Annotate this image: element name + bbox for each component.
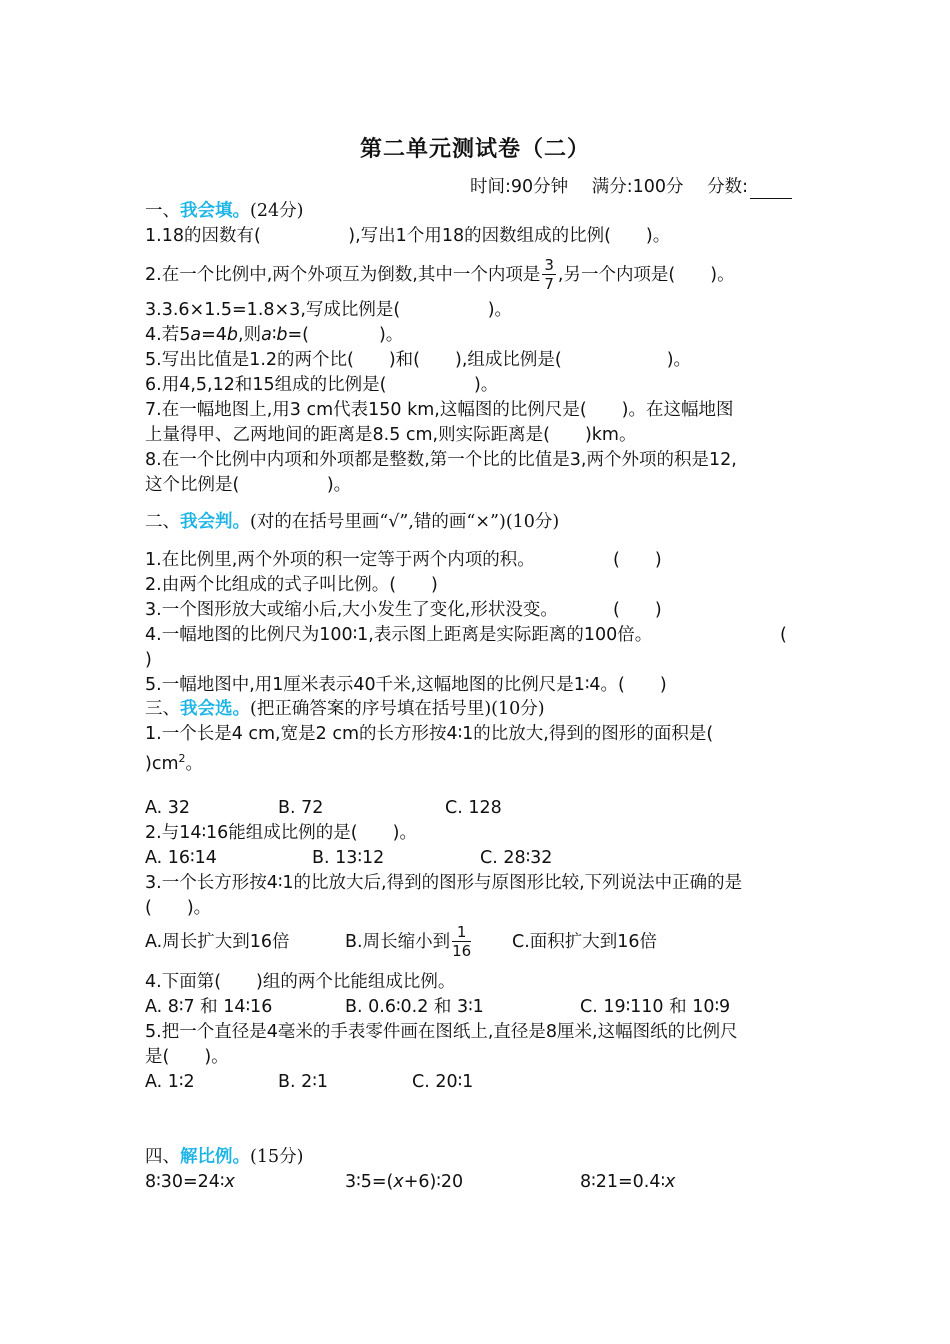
full-score: 满分:100分 xyxy=(591,177,684,197)
s1-question-5: 5.写出比值是1.2的两个比( )和( ),组成比例是( )。 xyxy=(145,350,692,370)
s4-equation-3: 8∶21=0.4∶x xyxy=(580,1172,676,1192)
s1-question-7-line-2: 上量得甲、乙两地间的距离是8.5 cm,则实际距离是( )km。 xyxy=(145,425,637,445)
section-4-name: 解比例。 xyxy=(180,1147,250,1167)
s1-question-7-line-1: 7.在一幅地图上,用3 cm代表150 km,这幅图的比例尺是( )。在这幅地图 xyxy=(145,400,734,420)
score-blank[interactable] xyxy=(750,180,792,199)
s3-q3-option-c: C.面积扩大到16倍 xyxy=(512,932,658,952)
s2-question-3-paren: ( ) xyxy=(613,600,662,620)
section-2-name: 我会判。 xyxy=(180,512,250,532)
section-2-heading: 二、我会判。(对的在括号里画“√”,错的画“×”)(10分) xyxy=(145,512,560,532)
s2-question-3: 3.一个图形放大或缩小后,大小发生了变化,形状没变。 xyxy=(145,600,558,620)
s3-q3-option-b: B.周长缩小到 $\frac{1}{16}$ xyxy=(345,923,472,960)
s2-question-4: 4.一幅地图的比例尺为100∶1,表示图上距离是实际距离的100倍。 xyxy=(145,625,653,645)
score-label: 分数: xyxy=(707,177,810,197)
s3-q1-option-a: A. 32 xyxy=(145,798,191,818)
time-limit: 时间:90分钟 xyxy=(470,177,569,197)
s1-question-3: 3.3.6×1.5=1.8×3,写成比例是( )。 xyxy=(145,300,513,320)
exam-meta xyxy=(470,175,810,199)
s1-question-6: 6.用4,5,12和15组成的比例是( )。 xyxy=(145,375,499,395)
s1-question-1: 1.18的因数有( ),写出1个用18的因数组成的比例( )。 xyxy=(145,226,671,246)
s3-q4-option-a: A. 8∶7 和 14∶16 xyxy=(145,997,273,1017)
s2-question-4-paren-close: ) xyxy=(145,650,152,670)
s3-q2-option-c: C. 28∶32 xyxy=(480,848,553,868)
s3-q1-option-b: B. 72 xyxy=(278,798,324,818)
s4-equation-1: 8∶30=24∶x xyxy=(145,1172,235,1192)
s1-question-4: 4.若5a=4b,则a∶b=( )。 xyxy=(145,325,404,345)
s2-question-1: 1.在比例里,两个外项的积一定等于两个内项的积。 xyxy=(145,550,535,570)
s2-question-5: 5.一幅地图中,用1厘米表示40千米,这幅地图的比例尺是1∶4。( ) xyxy=(145,675,667,695)
s3-question-4: 4.下面第( )组的两个比能组成比例。 xyxy=(145,972,456,992)
section-3-name: 我会选。 xyxy=(180,699,250,719)
s4-equation-2: 3∶5=(x+6)∶20 xyxy=(345,1172,464,1192)
section-4-heading: 四、解比例。(15分) xyxy=(145,1147,304,1167)
section-1-heading: 一、我会填。(24分) xyxy=(145,201,304,221)
s3-q4-option-b: B. 0.6∶0.2 和 3∶1 xyxy=(345,997,484,1017)
s3-q4-option-c: C. 19∶110 和 10∶9 xyxy=(580,997,731,1017)
s3-question-1-line-2: )$cm^2$。 xyxy=(145,752,203,774)
s3-q5-option-c: C. 20∶1 xyxy=(412,1072,474,1092)
s3-question-3-line-1: 3.一个长方形按4∶1的比放大后,得到的图形与原图形比较,下列说法中正确的是 xyxy=(145,873,743,893)
s3-q1-option-c: C. 128 xyxy=(445,798,502,818)
s3-q2-option-a: A. 16∶14 xyxy=(145,848,217,868)
fraction-1-16: $\frac{1}{16}$ xyxy=(452,923,472,960)
s3-q5-option-b: B. 2∶1 xyxy=(278,1072,328,1092)
fraction-3-7: $\frac{3}{7}$ xyxy=(544,256,554,293)
s2-question-4-paren-open: ( xyxy=(780,625,787,645)
exam-title: 第二单元测试卷（二） xyxy=(359,136,590,162)
s3-question-2: 2.与14∶16能组成比例的是( )。 xyxy=(145,823,417,843)
section-1-name: 我会填。 xyxy=(180,201,250,221)
s3-question-5-line-1: 5.把一个直径是4毫米的手表零件画在图纸上,直径是8厘米,这幅图纸的比例尺 xyxy=(145,1022,738,1042)
s3-question-3-line-2: ( )。 xyxy=(145,898,212,918)
s3-q2-option-b: B. 13∶12 xyxy=(312,848,385,868)
s3-q5-option-a: A. 1∶2 xyxy=(145,1072,195,1092)
section-3-heading: 三、我会选。(把正确答案的序号填在括号里)(10分) xyxy=(145,699,545,719)
s2-question-1-paren: ( ) xyxy=(613,550,662,570)
s3-question-1-line-1: 1.一个长是4 cm,宽是2 cm的长方形按4∶1的比放大,得到的图形的面积是( xyxy=(145,724,714,744)
s2-question-2: 2.由两个比组成的式子叫比例。( ) xyxy=(145,575,438,595)
s3-question-5-line-2: 是( )。 xyxy=(145,1047,229,1067)
s3-q3-option-a: A.周长扩大到16倍 xyxy=(145,932,290,952)
s1-question-8-line-1: 8.在一个比例中内项和外项都是整数,第一个比的比值是3,两个外项的积是12, xyxy=(145,450,737,470)
s1-question-2: 2.在一个比例中,两个外项互为倒数,其中一个内项是 $\frac{3}{7}$ ,另一个内项是( )。 xyxy=(145,256,735,293)
s1-question-8-line-2: 这个比例是( )。 xyxy=(145,475,352,495)
